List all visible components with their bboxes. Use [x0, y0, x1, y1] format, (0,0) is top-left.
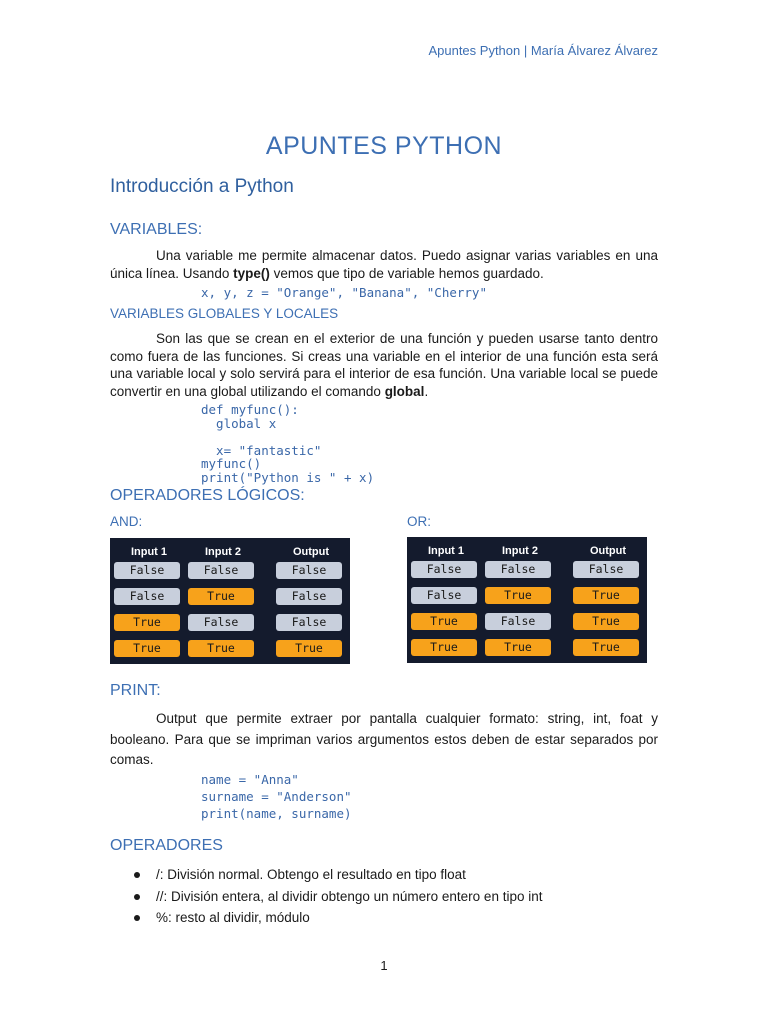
or-cell-false: False: [485, 613, 551, 630]
section-heading: Introducción a Python: [110, 176, 294, 197]
logicos-heading: OPERADORES LÓGICOS:: [110, 487, 305, 504]
variables-code: x, y, z = "Orange", "Banana", "Cherry": [201, 285, 487, 300]
or-cell-true: True: [573, 639, 639, 656]
print-heading: PRINT:: [110, 682, 161, 699]
or-column-header: Input 2: [501, 545, 539, 557]
globales-heading: VARIABLES GLOBALES Y LOCALES: [110, 306, 339, 321]
list-item-text: //: División entera, al dividir obtengo un número entero en tipo int: [156, 888, 543, 904]
bullet-icon: [134, 894, 140, 900]
bullet-icon: [134, 872, 140, 878]
document-title: APUNTES PYTHON: [265, 132, 503, 160]
list-item: [130, 864, 542, 886]
and-cell-true: True: [188, 588, 254, 605]
or-cell-false: False: [411, 587, 477, 604]
variables-text-bold: type(): [233, 265, 270, 281]
and-cell-false: False: [276, 588, 342, 605]
and-cell-true: True: [114, 614, 180, 631]
running-header: Apuntes Python | María Álvarez Álvarez: [428, 43, 658, 58]
or-cell-false: False: [485, 561, 551, 578]
or-cell-true: True: [411, 639, 477, 656]
variables-heading: VARIABLES:: [110, 221, 203, 238]
and-column-header: Input 1: [130, 546, 168, 558]
or-cell-true: True: [573, 613, 639, 630]
globales-text-bold: global: [384, 383, 425, 399]
list-item-text: %: resto al dividir, módulo: [156, 910, 310, 925]
and-label: AND:: [110, 514, 143, 529]
operadores-heading: OPERADORES: [110, 837, 223, 854]
variables-text-b: vemos que tipo de variable hemos guardado.: [269, 265, 544, 281]
list-item-text: /: División normal. Obtengo el resultado en tipo float: [156, 867, 466, 882]
or-column-header: Input 1: [427, 545, 465, 557]
and-cell-true: True: [276, 640, 342, 657]
operadores-list: [130, 864, 542, 929]
list-item: [130, 886, 542, 908]
and-cell-true: True: [114, 640, 180, 657]
and-cell-false: False: [114, 588, 180, 605]
and-cell-false: False: [188, 614, 254, 631]
print-paragraph: [110, 709, 658, 771]
and-column-header: Output: [292, 546, 330, 558]
or-cell-true: True: [485, 639, 551, 656]
variables-paragraph: [110, 247, 658, 282]
and-cell-false: False: [276, 614, 342, 631]
print-code: name = "Anna" surname = "Anderson" print(name, surname): [201, 772, 352, 821]
and-cell-false: False: [114, 562, 180, 579]
bullet-icon: [134, 915, 140, 921]
globales-text-a: Son las que se crean en el exterior de una función y pueden usarse tanto dentro como fuera de las funciones. Si creas una variable en el interior de una función esta será una variable local y solo servirá para el interior de esa función. Una variable local se puede convertir en una global utilizando el comando: [110, 331, 658, 399]
or-cell-true: True: [411, 613, 477, 630]
or-label: OR:: [407, 514, 432, 529]
list-item: [130, 907, 542, 929]
globales-paragraph: [110, 330, 658, 400]
and-cell-false: False: [188, 562, 254, 579]
and-column-header: Input 2: [204, 546, 242, 558]
or-cell-false: False: [573, 561, 639, 578]
globales-text-b: .: [424, 383, 429, 399]
globales-code: def myfunc(): global x x= "fantastic" myfunc() print("Python is " + x): [201, 402, 375, 485]
page-number: 1: [380, 958, 388, 973]
or-cell-true: True: [485, 587, 551, 604]
and-cell-false: False: [276, 562, 342, 579]
and-truth-table: [110, 538, 350, 664]
or-cell-true: True: [573, 587, 639, 604]
or-column-header: Output: [589, 545, 627, 557]
or-cell-false: False: [411, 561, 477, 578]
or-truth-table: [407, 537, 647, 663]
variables-text-a: Una variable me permite almacenar datos. Puedo asignar varias variables en una única línea. Usando: [110, 248, 658, 281]
print-text: Output que permite extraer por pantalla cualquier formato: string, int, foat y booleano. Para que se impriman varios argumentos estos deben de estar separados por comas.: [110, 711, 658, 767]
and-cell-true: True: [188, 640, 254, 657]
